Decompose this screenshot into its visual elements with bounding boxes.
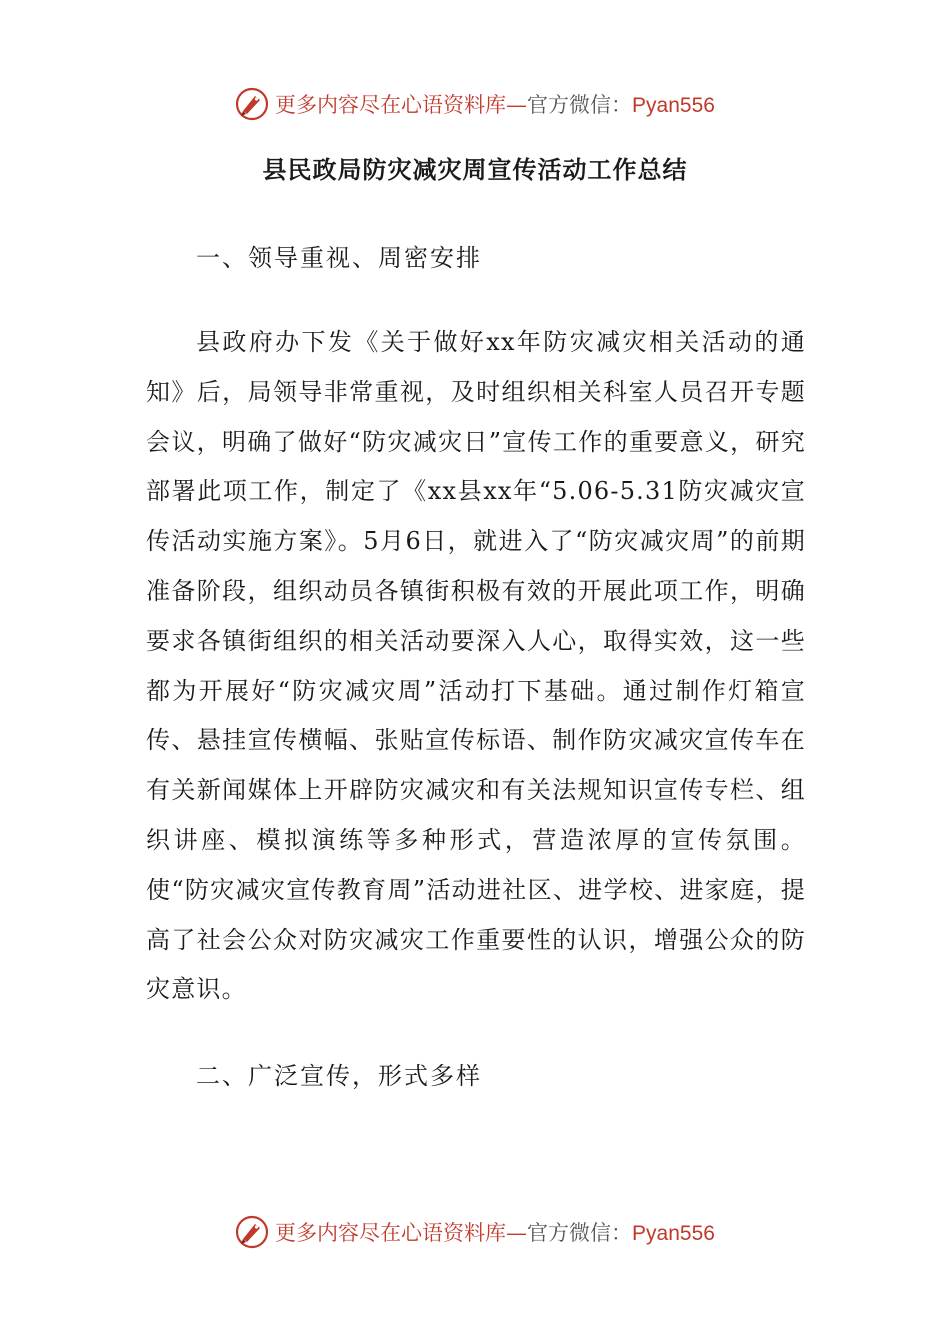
section-heading-1: 一、领导重视、周密安排 <box>196 244 482 272</box>
header-banner-wechat-id: Pyan556 <box>632 94 715 117</box>
footer-banner-wechat-label: 官方微信： <box>527 1221 633 1245</box>
footer-banner <box>0 1212 950 1252</box>
pen-nib-logo-icon <box>235 1215 269 1249</box>
section-paragraph-1: 县政府办下发《关于做好xx年防灾减灾相关活动的通知》后，局领导非常重视，及时组织相关科室人员召开专题会议，明确了做好“防灾减灾日”宣传工作的重要意义，研究部署此项工作，制定了《xx县xx年“5.06-5.31防灾减灾宣传活动实施方案》。5月6日，就进入了“防灾减灾周”的前期准备阶段，组织动员各镇街积极有效的开展此项工作，明确要求各镇街组织的相关活动要深入人心，取得实效，这一些都为开展好“防灾减灾周”活动打下基础。通过制作灯箱宣传、悬挂宣传横幅、张贴宣传标语、制作防灾减灾宣传车在有关新闻媒体上开辟防灾减灾和有关法规知识宣传专栏、组织讲座、模拟演练等多种形式，营造浓厚的宣传氛围。使“防灾减灾宣传教育周”活动进社区、进学校、进家庭，提高了社会公众对防灾减灾工作重要性的认识，增强公众的防灾意识。 <box>146 328 806 1004</box>
footer-banner-slogan: 更多内容尽在心语资料库— <box>275 1221 528 1245</box>
pen-nib-logo-icon <box>235 87 269 121</box>
header-banner-slogan: 更多内容尽在心语资料库— <box>275 93 528 117</box>
footer-banner-text <box>275 1217 715 1247</box>
section-heading-2: 二、广泛宣传，形式多样 <box>196 1062 482 1090</box>
header-banner <box>0 84 950 124</box>
footer-banner-wechat-id: Pyan556 <box>632 1222 715 1245</box>
document-title: 县民政局防灾减灾周宣传活动工作总结 <box>262 156 688 184</box>
header-banner-text <box>275 89 715 119</box>
header-banner-wechat-label: 官方微信： <box>527 93 633 117</box>
